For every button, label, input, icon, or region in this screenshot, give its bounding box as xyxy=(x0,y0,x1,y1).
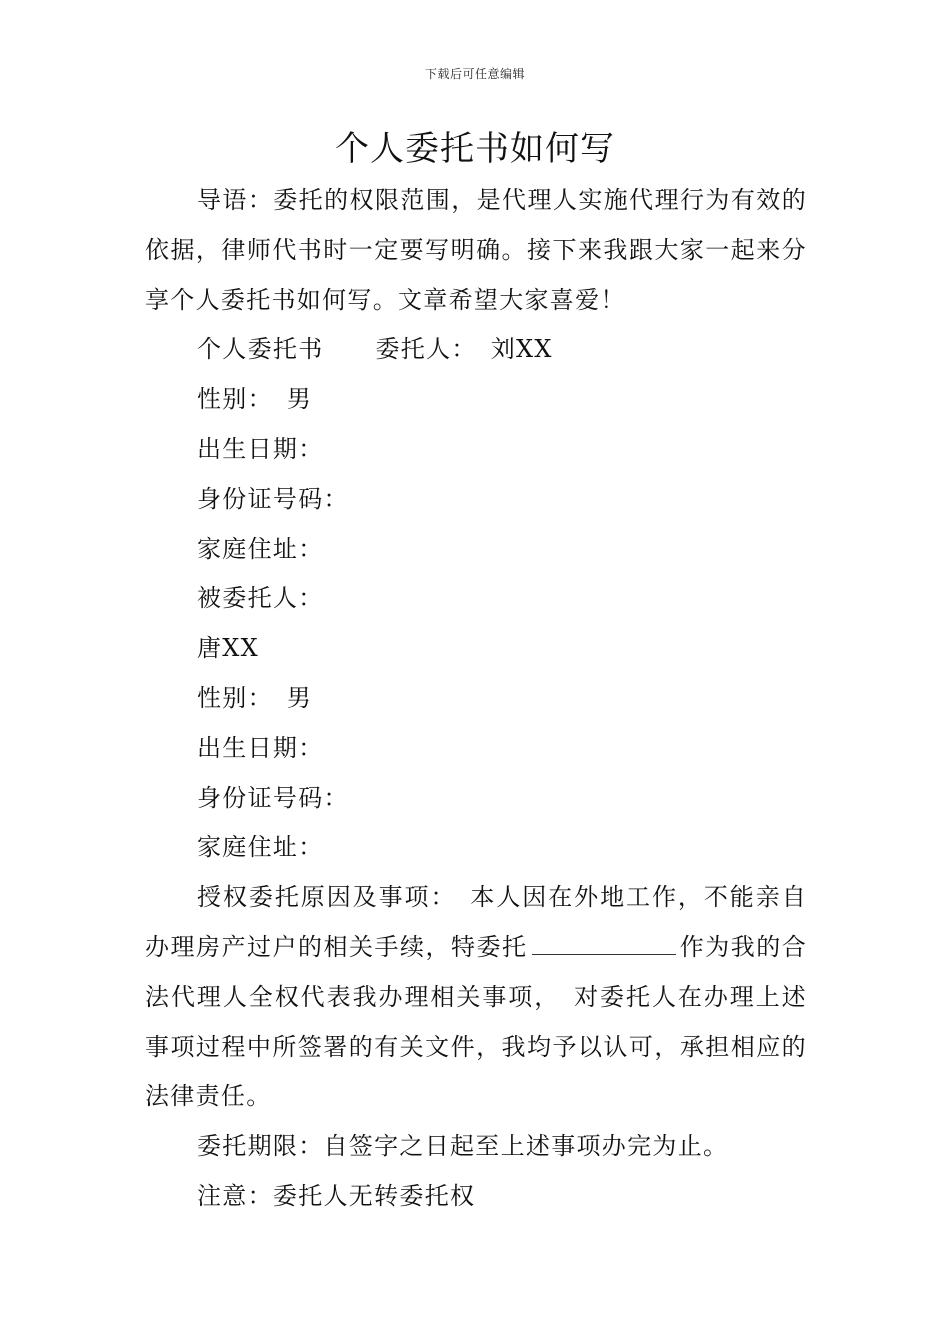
principal-label: 委托人： xyxy=(375,335,477,364)
note-paragraph: 注意：委托人无转委托权 xyxy=(197,1181,476,1210)
authorization-text-part2: 作为我的合法代理人全权代表我办理相关事项， 对委托人在办理上述事项过程中所签署的有关文件，我均予以认可，承担相应的法律责任。 xyxy=(145,932,807,1111)
principal-name: 刘XX xyxy=(490,335,553,364)
principal-line xyxy=(145,325,807,375)
principal-gender-line xyxy=(145,375,807,425)
principal-id-line: 身份证号码： xyxy=(197,484,349,513)
agent-gender-value: 男 xyxy=(286,683,313,712)
intro-paragraph: 导语：委托的权限范围，是代理人实施代理行为有效的依据，律师代书时一定要写明确。接下来我跟大家一起来分享个人委托书如何写。文章希望大家喜爱！ xyxy=(145,186,807,314)
principal-gender-label: 性别： xyxy=(197,385,273,414)
authorization-paragraph xyxy=(145,873,807,1122)
agent-gender-line xyxy=(145,674,807,724)
agent-label-line: 被委托人： xyxy=(197,584,324,613)
page-header-note: 下载后可任意编辑 xyxy=(424,67,525,81)
authorization-text-part1: 授权委托原因及事项： 本人因在外地工作，不能亲自办理房产过户的相关手续，特委托 xyxy=(145,883,807,961)
principal-gender-value: 男 xyxy=(286,385,313,414)
agent-name-blank xyxy=(532,928,676,955)
agent-id-line: 身份证号码： xyxy=(197,783,349,812)
agent-name-line: 唐XX xyxy=(197,634,260,663)
agent-birth-line: 出生日期： xyxy=(197,733,324,762)
term-paragraph: 委托期限：自签字之日起至上述事项办完为止。 xyxy=(197,1132,729,1161)
document-heading-label: 个人委托书 xyxy=(197,335,324,364)
document-body xyxy=(145,176,807,1222)
agent-address-line: 家庭住址： xyxy=(197,833,324,862)
principal-birth-line: 出生日期： xyxy=(197,434,324,463)
document-title: 个人委托书如何写 xyxy=(335,129,615,169)
principal-address-line: 家庭住址： xyxy=(197,534,324,563)
agent-gender-label: 性别： xyxy=(197,683,273,712)
